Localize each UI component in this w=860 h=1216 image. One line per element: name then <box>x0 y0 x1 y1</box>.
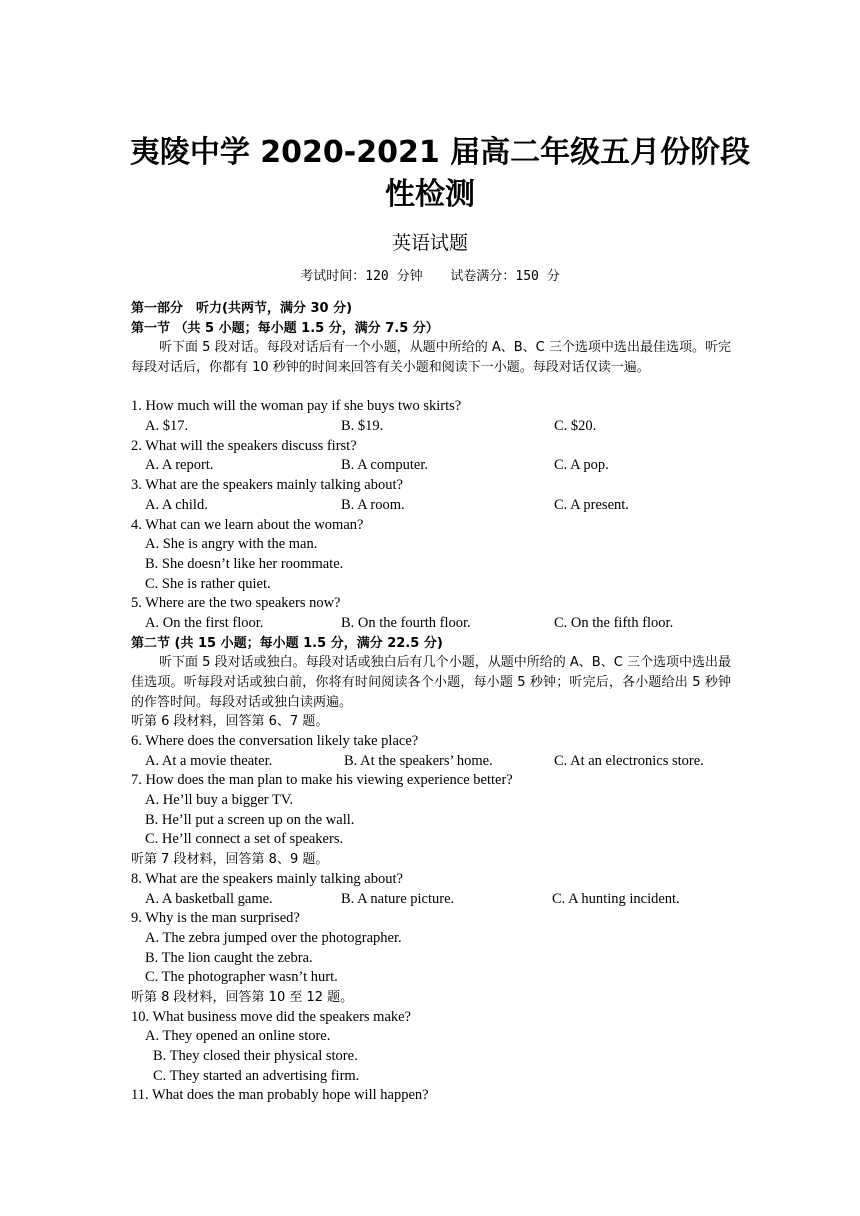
option-a: A. On the first floor. <box>145 614 264 631</box>
section1-instructions: 听下面 5 段对话。每段对话后有一个小题，从题中所给的 A、B、C 三个选项中选出最佳选项。听完每段对话后，你都有 10 秒钟的时间来回答有关小题和阅读下一小题。每段对话仅读一遍。 <box>131 340 731 376</box>
question-stem: 11. What does the man probably hope will happen? <box>131 1087 429 1104</box>
exam-title-line2: 性检测 <box>385 177 475 212</box>
option-b: B. A room. <box>341 496 405 513</box>
exam-info <box>0 265 860 284</box>
options-row <box>131 890 731 910</box>
subject-title: 英语试题 <box>391 233 468 254</box>
option-b: B. He’ll put a screen up on the wall. <box>145 811 355 828</box>
option-c: C. They started an advertising firm. <box>153 1067 360 1084</box>
option-b: B. They closed their physical store. <box>153 1048 358 1064</box>
option-b: B. A nature picture. <box>341 890 455 907</box>
option-c: C. On the fifth floor. <box>554 614 674 631</box>
part1-heading: 第一部分 听力(共两节，满分 30 分) <box>131 301 353 316</box>
exam-body <box>131 299 731 1106</box>
option-a: A. The zebra jumped over the photographer. <box>145 929 402 946</box>
question-stem: 10. What business move did the speakers make? <box>131 1008 411 1025</box>
options-row <box>131 456 731 476</box>
option-c: C. At an electronics store. <box>554 752 704 769</box>
question-stem: 1. How much will the woman pay if she buys two skirts? <box>131 398 462 415</box>
option-a: A. He’ll buy a bigger TV. <box>145 792 294 809</box>
option-a: A. A child. <box>145 496 208 513</box>
option-c: C. He’ll connect a set of speakers. <box>145 831 344 848</box>
option-c: C. The photographer wasn’t hurt. <box>145 969 338 986</box>
material-note: 听第 7 段材料，回答第 8、9 题。 <box>131 852 329 868</box>
option-b: B. She doesn’t like her roommate. <box>145 555 344 572</box>
option-c: C. $20. <box>554 418 597 435</box>
exam-time: 考试时间：120 分钟 <box>300 269 423 284</box>
section2-instructions: 听下面 5 段对话或独白。每段对话或独白后有几个小题，从题中所给的 A、B、C 三个选项中选出最佳选项。听每段对话或独白前，你将有时间阅读各个小题，每小题 5 秒钟；听完后，各小题给出 5 秒钟的作答时间。每段对话或独白读两遍。 <box>131 655 731 710</box>
option-a: A. A basketball game. <box>145 890 273 907</box>
question-stem: 6. Where does the conversation likely take place? <box>131 733 419 749</box>
option-b: B. At the speakers’ home. <box>344 752 493 769</box>
section1-heading: 第一节 （共 5 小题；每小题 1.5 分，满分 7.5 分） <box>131 320 439 336</box>
option-c: C. A pop. <box>554 457 609 474</box>
option-b: B. $19. <box>341 418 384 435</box>
option-c: C. A hunting incident. <box>552 890 680 907</box>
option-a: A. $17. <box>145 418 189 435</box>
question-stem: 4. What can we learn about the woman? <box>131 516 364 533</box>
question-stem: 3. What are the speakers mainly talking about? <box>131 477 403 494</box>
options-row <box>131 752 731 772</box>
options-row <box>131 417 731 437</box>
option-b: B. On the fourth floor. <box>341 614 471 631</box>
question-stem: 9. Why is the man surprised? <box>131 910 300 927</box>
option-c: C. She is rather quiet. <box>145 575 271 592</box>
options-row <box>131 496 731 516</box>
question-stem: 8. What are the speakers mainly talking about? <box>131 870 403 887</box>
question-stem: 7. How does the man plan to make his viewing experience better? <box>131 772 513 789</box>
section2-heading: 第二节 (共 15 小题；每小题 1.5 分，满分 22.5 分) <box>131 635 443 651</box>
option-a: A. At a movie theater. <box>145 752 273 769</box>
option-a: A. A report. <box>145 457 214 474</box>
option-a: A. They opened an online store. <box>145 1028 331 1045</box>
question-stem: 5. Where are the two speakers now? <box>131 595 341 612</box>
option-b: B. The lion caught the zebra. <box>145 949 313 966</box>
question-stem: 2. What will the speakers discuss first? <box>131 437 357 454</box>
material-note: 听第 8 段材料，回答第 10 至 12 题。 <box>131 989 354 1005</box>
option-b: B. A computer. <box>341 457 428 474</box>
option-a: A. She is angry with the man. <box>145 536 318 553</box>
options-row <box>131 614 731 634</box>
exam-title-line1: 夷陵中学 2020-2021 届高二年级五月份阶段 <box>129 135 751 170</box>
full-score: 试卷满分：150 分 <box>450 269 560 284</box>
option-c: C. A present. <box>554 496 629 513</box>
material-note: 听第 6 段材料，回答第 6、7 题。 <box>131 714 329 730</box>
